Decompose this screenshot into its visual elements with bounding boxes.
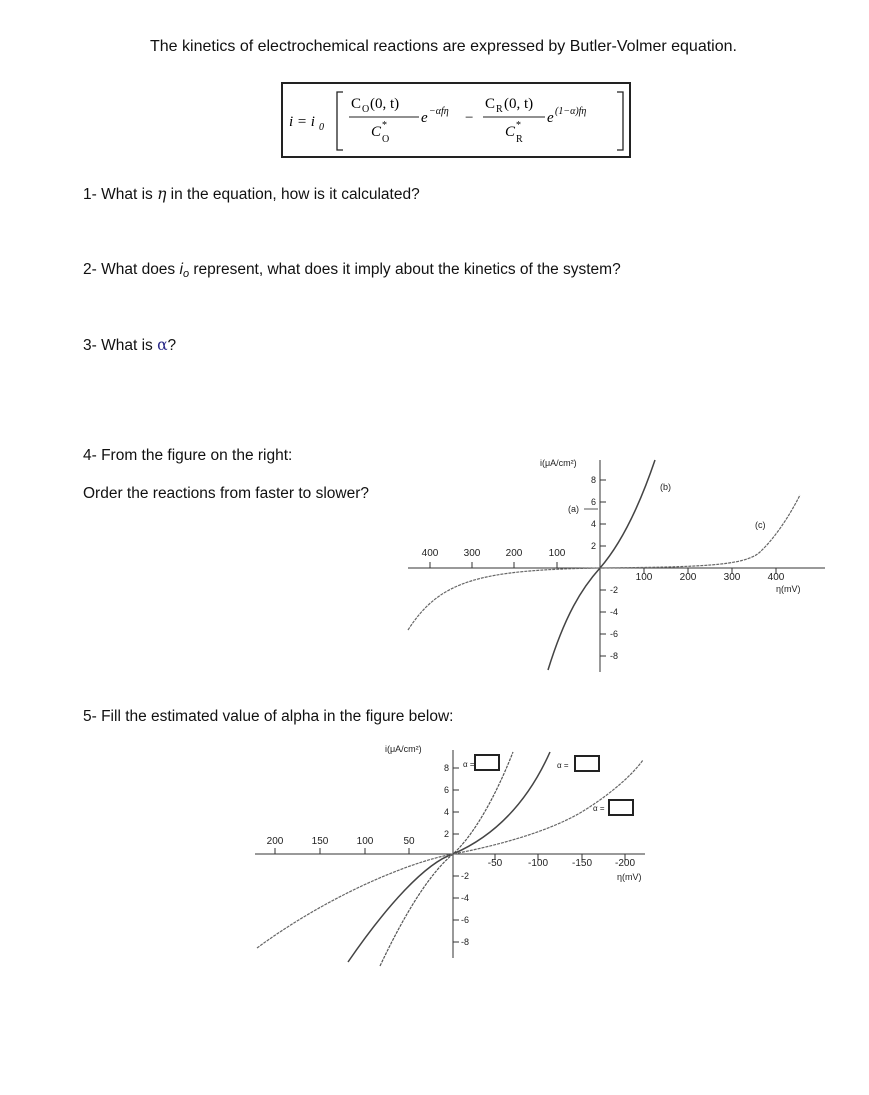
fig1-xtick-200-left: 200 [505, 548, 523, 559]
eq-exp1-base: e [421, 110, 428, 126]
eq-term2-den: C [505, 124, 516, 140]
question-4-line1: 4- From the figure on the right: [83, 447, 293, 464]
fig1-label-b: (b) [660, 482, 671, 492]
eq-exp2-sup: (1−α)fη [555, 106, 587, 117]
fig1-xtick-200-right: 200 [679, 572, 697, 583]
fig1-ytick-neg2: -2 [610, 585, 619, 595]
eq-exp1-sup: −αfη [429, 106, 449, 117]
eq-term1-den: C [371, 124, 382, 140]
eq-term1-num-sub: O [362, 104, 370, 115]
fig2-xtick-neg200: -200 [614, 858, 636, 869]
question-4-line2: Order the reactions from faster to slower? [83, 485, 370, 502]
fig1-ytick-neg6: -6 [610, 629, 619, 639]
fig2-xtick-100: 100 [356, 836, 374, 847]
butler-volmer-equation [281, 82, 631, 158]
fig2-alpha-label-3: α = [593, 804, 605, 813]
eq-term1-den-sub: O [382, 134, 390, 145]
fig1-xtick-300-left: 300 [463, 548, 481, 559]
eq-term2-num-sub: R [496, 104, 503, 115]
fig1-xtick-400-right: 400 [767, 572, 785, 583]
eq-term2-num: C [485, 96, 496, 112]
fig1-ylabel: i(μA/cm²) [540, 458, 577, 468]
eq-term2-den-sub: R [516, 134, 523, 145]
fig1-xtick-100-right: 100 [635, 572, 653, 583]
eq-term1-num: C [351, 96, 362, 112]
eq-minus: − [465, 110, 474, 126]
fig2-ylabel: i(μA/cm²) [385, 744, 422, 754]
fig2-xtick-neg100: -100 [527, 858, 549, 869]
eq-lhs-sub: 0 [319, 122, 324, 133]
eq-term1-num-arg: (0, t) [370, 96, 400, 112]
figure-1-chart [400, 440, 840, 690]
fig2-alpha-label-2: α = [557, 761, 569, 770]
fig2-ytick-8: 8 [443, 763, 449, 773]
fig1-ytick-neg4: -4 [610, 607, 619, 617]
fig1-xtick-300-right: 300 [723, 572, 741, 583]
fig2-xtick-neg50: -50 [487, 858, 503, 869]
fig2-xtick-200: 200 [266, 836, 284, 847]
eq-exp2-base: e [547, 110, 554, 126]
fig1-curve-a [548, 460, 655, 670]
eq-term1-den-sup: * [382, 120, 387, 131]
fig1-xlabel: η(mV) [776, 584, 801, 594]
fig1-label-a: (a) [568, 504, 579, 514]
fig2-xtick-neg150: -150 [571, 858, 593, 869]
fig1-xtick-100-left: 100 [548, 548, 566, 559]
question-1: 1- What is η in the equation, how is it calculated? [83, 185, 420, 203]
eta-symbol: η [157, 185, 167, 203]
fig2-xtick-150: 150 [311, 836, 329, 847]
fig1-ytick-6: 6 [590, 497, 596, 507]
eq-lhs: i = i [289, 114, 315, 130]
fig2-ytick-2: 2 [443, 829, 449, 839]
fig2-alpha-input-3[interactable] [609, 800, 633, 815]
document-title: The kinetics of electrochemical reactions are expressed by Butler-Volmer equation. [150, 38, 737, 55]
fig1-ytick-neg8: -8 [610, 651, 619, 661]
figure-2-chart [245, 738, 665, 970]
fig2-ytick-4: 4 [443, 807, 449, 817]
question-5: 5- Fill the estimated value of alpha in the figure below: [83, 708, 454, 725]
question-3: 3- What is α? [83, 336, 177, 354]
fig2-alpha-input-1[interactable] [475, 755, 499, 770]
fig2-alpha-label-1: α = [463, 760, 475, 769]
fig2-ytick-neg2: -2 [461, 871, 470, 881]
fig2-ytick-neg4: -4 [461, 893, 470, 903]
fig1-ytick-2: 2 [590, 541, 596, 551]
fig1-ytick-8: 8 [590, 475, 596, 485]
fig1-ytick-4: 4 [590, 519, 596, 529]
fig1-label-c: (c) [755, 520, 766, 530]
fig1-xtick-400-left: 400 [421, 548, 439, 559]
eq-term2-num-arg: (0, t) [504, 96, 534, 112]
fig2-ytick-neg8: -8 [461, 937, 470, 947]
i0-symbol: i [179, 261, 183, 278]
fig2-xtick-50: 50 [403, 836, 415, 847]
fig2-ytick-neg6: -6 [461, 915, 470, 925]
alpha-symbol: α [157, 336, 168, 354]
eq-term2-den-sup: * [516, 120, 521, 131]
fig2-xlabel: η(mV) [617, 872, 642, 882]
fig2-alpha-input-2[interactable] [575, 756, 599, 771]
question-2: 2- What does io represent, what does it imply about the kinetics of the system? [83, 261, 621, 280]
fig2-ytick-6: 6 [443, 785, 449, 795]
